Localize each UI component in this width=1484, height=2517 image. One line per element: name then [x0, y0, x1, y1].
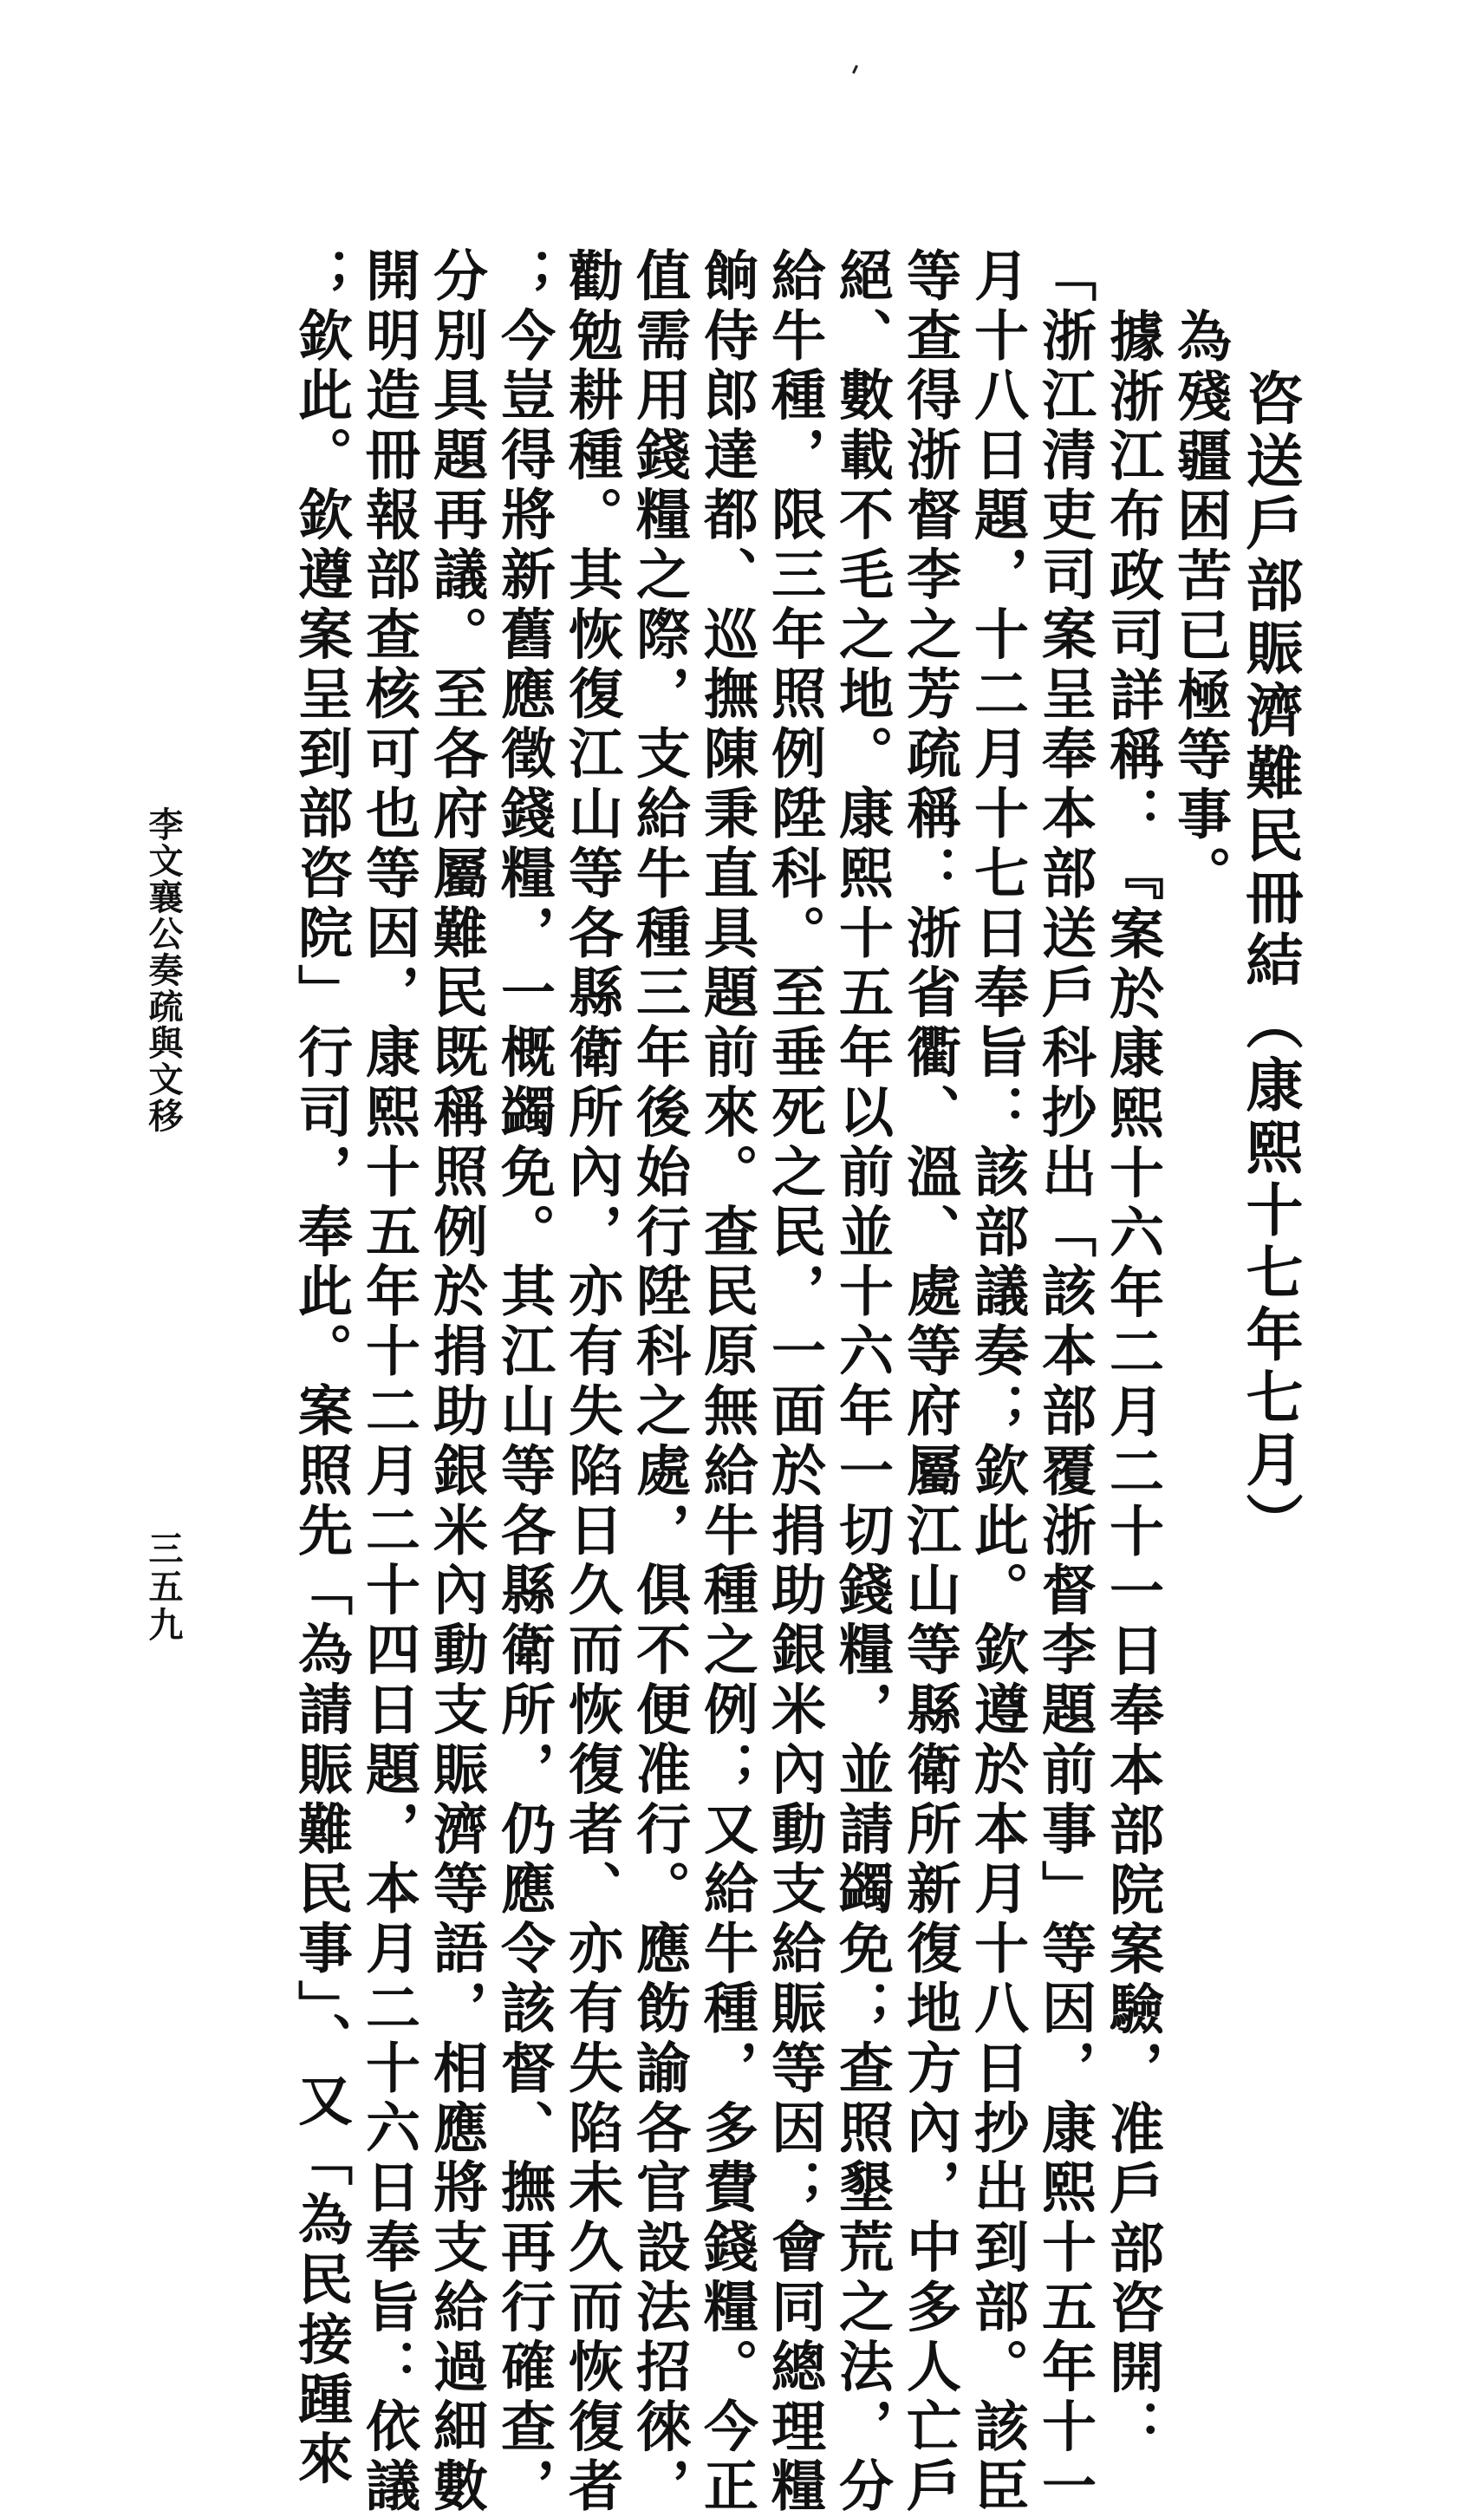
page-number: 三五九 [143, 1530, 184, 1645]
text-column-9: 值需用錢糧之際，支給牛種三年後始行陞科之處，俱不便准行。應飭諭各官設法招徠， [628, 247, 692, 2517]
book-title-footer: 李文襄公奏疏與文移 [143, 806, 184, 1134]
text-column-14: ；欽此。欽遵案呈到部咨院」行司，奉此。案照先「為請賑難民事」、又「為民接踵來 [290, 247, 354, 2490]
text-column-5: 等查得浙督李之芳疏稱：浙省衢、溫、處等府屬江山等縣衛所新復地方內，中多人亡戶 [898, 247, 962, 2517]
text-column-3: 「浙江清吏司案呈奉本部送戶科抄出「該本部覆浙督李題前事」等因，康熙十五年十一 [1033, 247, 1097, 2517]
text-column-1: 為殘疆困苦已極等事。 [1168, 308, 1233, 905]
text-column-4: 月十八日題，十二月十七日奉旨：該部議奏；欽此。欽遵於本月十八日抄出到部。該臣 [966, 247, 1030, 2517]
text-column-12: 分別具題再議。至各府屬難民既稱照例於捐助銀米內動支賑濟等語，相應將支給過細數 [425, 247, 489, 2517]
text-column-8: 餉侍郎達都、巡撫陳秉直具題前來。查民原無給牛種之例；又給牛種，多費錢糧。今正 [695, 247, 759, 2517]
ink-speck [852, 65, 858, 74]
text-column-13: 開明造冊報部查核可也等因，康熙十五年十二月二十四日題，本月二十六日奉旨：依議 [357, 247, 421, 2517]
text-column-7: 給牛種，限三年照例陞科。至垂死之民，一面於捐助銀米內動支給賑等因；會同總理糧 [763, 247, 827, 2517]
text-column-10: 勸勉耕種。其恢復江山等各縣衛所內，亦有失陷日久而恢復者、亦有失陷未久而恢復者 [560, 247, 624, 2517]
document-title: 咨送戶部賑濟難民冊結（康熙十七年七月） [1236, 368, 1304, 1555]
text-column-6: 絕、數載不毛之地。康熙十五年以前並十六年一切錢糧，並請蠲免；查照墾荒之法，分 [830, 247, 895, 2517]
text-column-2: 據浙江布政司詳稱：『案於康熙十六年二月二十一日奉本部院案驗，准戶部咨開： [1101, 308, 1165, 2459]
text-column-11: ；今豈得將新舊應徵錢糧，一概蠲免。其江山等各縣衛所，仍應令該督、撫再行確查， [492, 247, 556, 2517]
